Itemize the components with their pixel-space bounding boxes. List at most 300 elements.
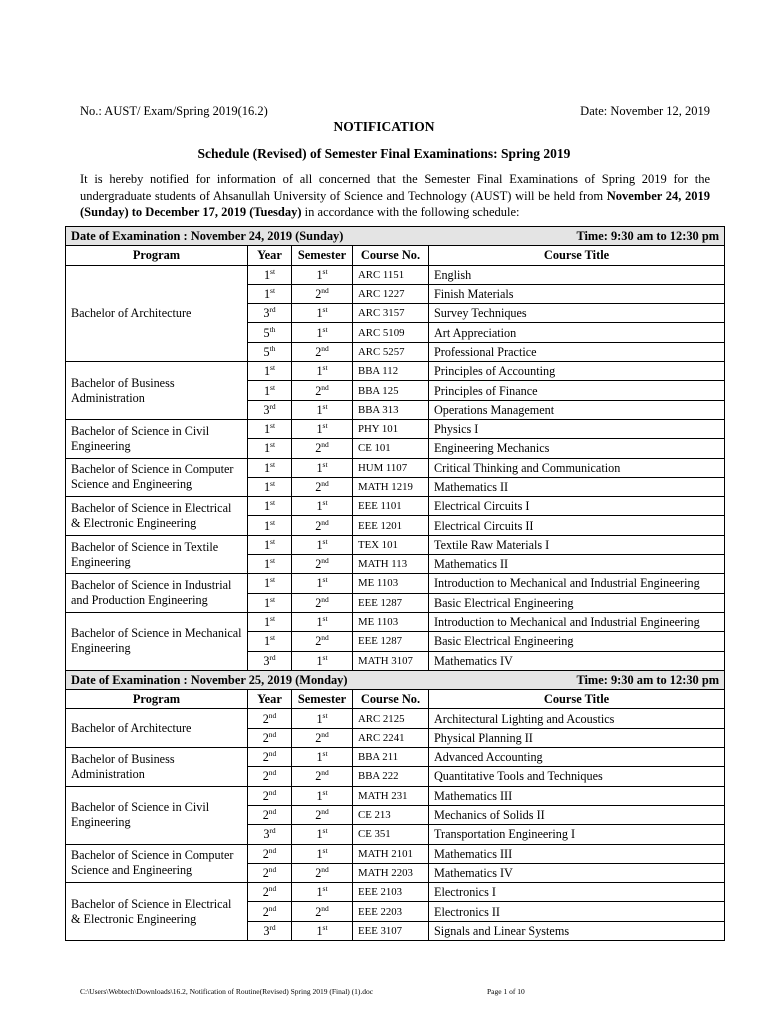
semester-cell-value: 1: [316, 402, 323, 417]
program-name: Bachelor of Science in Civil Engineering: [66, 419, 248, 458]
course-no-cell: [353, 844, 429, 863]
course-no-cell-value: BBA 112: [358, 365, 399, 378]
semester-cell-value: 1: [316, 827, 323, 842]
col-semester-header: Semester: [292, 690, 353, 709]
semester-cell-suffix: nd: [321, 286, 329, 296]
course-title-cell: [429, 805, 725, 824]
year-cell: [248, 477, 292, 496]
course-no-cell-value: MATH 2203: [358, 866, 413, 879]
semester-cell-value: 1: [316, 750, 323, 765]
course-no-cell-value: CE 213: [358, 809, 391, 822]
semester-cell-suffix: nd: [321, 479, 329, 488]
year-cell: [248, 516, 292, 535]
course-title-cell: [429, 767, 725, 786]
course-no-cell: [353, 883, 429, 902]
semester-cell: [292, 362, 353, 381]
course-no-cell: [353, 265, 429, 284]
semester-cell-suffix: nd: [321, 768, 329, 778]
course-no-cell: [353, 477, 429, 496]
semester-cell-suffix: st: [322, 324, 328, 334]
year-cell-suffix: st: [270, 421, 276, 431]
col-program-header: Program: [66, 246, 248, 265]
semester-cell-suffix: st: [322, 459, 328, 469]
course-no-cell: [353, 323, 429, 342]
course-no-cell-value: EEE 2203: [358, 905, 403, 918]
course-no-cell-value: ARC 5109: [358, 326, 405, 339]
course-title-cell-value: Mathematics II: [434, 557, 509, 572]
course-no-cell-value: BBA 222: [358, 770, 399, 783]
course-title-cell-value: Survey Techniques: [434, 306, 527, 321]
semester-cell: [292, 844, 353, 863]
program-name: Bachelor of Science in Textile Engineering: [66, 535, 248, 574]
course-no-cell-value: EEE 1287: [358, 596, 403, 609]
course-no-cell-value: BBA 125: [358, 384, 399, 397]
course-title-cell-value: Mathematics II: [434, 480, 509, 494]
reference-number: No.: AUST/ Exam/Spring 2019(16.2): [80, 104, 268, 118]
semester-cell-value: 2: [315, 518, 322, 533]
year-cell-value: 1: [263, 518, 271, 533]
course-title-cell: [429, 381, 725, 400]
year-cell: [248, 921, 292, 940]
table-row: [66, 748, 725, 767]
semester-cell-suffix: st: [322, 884, 328, 894]
semester-cell-suffix: nd: [321, 903, 329, 913]
course-title-cell: [429, 323, 725, 342]
year-cell-suffix: st: [270, 498, 276, 508]
semester-cell-suffix: nd: [321, 594, 329, 604]
semester-cell-value: 2: [315, 904, 322, 919]
semester-cell-suffix: nd: [321, 382, 329, 392]
year-cell: [248, 883, 292, 902]
course-title-cell-value: Operations Management: [434, 402, 555, 417]
program-name: Bachelor of Science in Electrical & Electronic Engineering: [66, 883, 248, 941]
year-cell-suffix: st: [270, 382, 276, 392]
year-cell-suffix: nd: [268, 768, 277, 778]
program-name: Bachelor of Business Administration: [66, 362, 248, 420]
exam-date-cell: [66, 227, 725, 246]
semester-cell: [292, 632, 353, 651]
semester-cell-suffix: st: [322, 536, 328, 546]
course-title-cell-value: Mechanics of Solids II: [434, 808, 545, 823]
program-name: Bachelor of Science in Mechanical Engineering: [66, 612, 248, 670]
year-cell-suffix: rd: [269, 401, 276, 411]
year-cell-value: 1: [263, 576, 271, 591]
semester-cell-value: 1: [316, 846, 323, 861]
course-no-cell: [353, 728, 429, 747]
semester-cell: [292, 805, 353, 824]
course-title-cell-value: Professional Practice: [434, 344, 537, 359]
year-cell-suffix: st: [270, 614, 276, 624]
course-no-cell: [353, 748, 429, 767]
course-title-cell: [429, 844, 725, 863]
semester-cell-value: 1: [316, 576, 323, 591]
year-cell: [248, 709, 292, 728]
course-no-cell-value: EEE 2103: [358, 886, 403, 899]
table-row: [66, 612, 725, 631]
year-cell-suffix: st: [270, 286, 276, 296]
semester-cell-suffix: st: [322, 652, 328, 662]
semester-cell-value: 2: [315, 480, 322, 494]
course-title-cell: [429, 786, 725, 805]
year-cell-value: 3: [263, 827, 270, 842]
course-title-cell: [429, 477, 725, 496]
year-cell: [248, 323, 292, 342]
semester-cell-suffix: nd: [321, 343, 329, 353]
course-no-cell-value: ARC 1227: [358, 288, 405, 301]
year-cell-suffix: st: [270, 575, 276, 585]
course-title-cell-value: Mathematics III: [434, 846, 513, 861]
semester-cell-suffix: st: [322, 305, 328, 315]
course-title-cell: [429, 439, 725, 458]
year-cell-suffix: nd: [268, 710, 277, 720]
program-name: Bachelor of Science in Industrial and Production Engineering: [66, 574, 248, 613]
semester-cell-suffix: st: [322, 498, 328, 508]
course-title-cell: [429, 632, 725, 651]
course-no-cell-value: BBA 211: [358, 751, 399, 764]
col-year-header: Year: [248, 690, 292, 709]
course-no-cell: [353, 632, 429, 651]
exam-time-label: Time: 9:30 am to 12:30 pm: [576, 672, 720, 687]
course-no-cell: [353, 593, 429, 612]
course-no-cell-value: BBA 313: [358, 403, 399, 416]
column-header-row: [66, 690, 725, 709]
year-cell-suffix: st: [270, 556, 276, 566]
semester-cell: [292, 516, 353, 535]
exam-date-row: [66, 227, 725, 246]
year-cell: [248, 902, 292, 921]
course-title-cell: [429, 555, 725, 574]
course-no-cell-value: EEE 1201: [358, 519, 403, 532]
semester-cell-value: 2: [315, 344, 322, 359]
course-title-cell: [429, 535, 725, 554]
course-no-cell: [353, 400, 429, 419]
year-cell-suffix: st: [270, 266, 276, 276]
course-title-cell-value: Basic Electrical Engineering: [434, 634, 574, 649]
semester-cell: [292, 555, 353, 574]
year-cell: [248, 632, 292, 651]
course-title-cell-value: Physical Planning II: [434, 730, 533, 745]
semester-cell: [292, 419, 353, 438]
year-cell-value: 2: [262, 711, 269, 726]
year-cell: [248, 284, 292, 303]
table-row: [66, 883, 725, 902]
year-cell-value: 1: [263, 287, 271, 302]
course-no-cell-value: MATH 231: [358, 789, 408, 802]
year-cell: [248, 439, 292, 458]
course-title-cell-value: Introduction to Mechanical and Industrial Engineering: [434, 615, 700, 630]
intro-text-end: in accordance with the following schedule:: [301, 205, 520, 219]
semester-cell-value: 2: [315, 769, 322, 784]
course-no-cell-value: CE 101: [358, 442, 391, 455]
year-cell: [248, 304, 292, 323]
course-title-cell-value: Principles of Finance: [434, 383, 538, 398]
year-cell-suffix: rd: [269, 922, 276, 932]
semester-cell: [292, 921, 353, 940]
course-title-cell: [429, 265, 725, 284]
semester-cell-suffix: nd: [321, 556, 329, 566]
year-cell-value: 5: [263, 325, 270, 340]
exam-date-label: Date of Examination : November 24, 2019 (Sunday): [71, 229, 344, 244]
year-cell-value: 1: [263, 441, 271, 456]
semester-cell-value: 2: [315, 808, 322, 823]
header-meta-row: [80, 103, 710, 119]
course-title-cell: [429, 516, 725, 535]
notification-heading: NOTIFICATION: [333, 119, 435, 134]
semester-cell-suffix: st: [322, 614, 328, 624]
exam-schedule-table: [65, 226, 725, 941]
year-cell: [248, 593, 292, 612]
year-cell: [248, 612, 292, 631]
course-no-cell: [353, 767, 429, 786]
year-cell-value: 1: [263, 267, 271, 282]
year-cell: [248, 651, 292, 670]
year-cell: [248, 342, 292, 361]
semester-cell-value: 1: [316, 499, 323, 514]
col-semester-header: Semester: [292, 246, 353, 265]
course-title-cell: [429, 902, 725, 921]
year-cell-suffix: nd: [268, 787, 277, 797]
year-cell-suffix: st: [270, 633, 276, 643]
intro-date-range: November 24, 2019 (Sunday) to December 17, 2019 (Tuesday): [80, 188, 710, 219]
course-no-cell: [353, 651, 429, 670]
semester-cell-suffix: st: [322, 749, 328, 759]
semester-cell-value: 1: [316, 885, 323, 900]
year-cell: [248, 825, 292, 844]
course-title-cell-value: Introduction to Mechanical and Industrial Engineering: [434, 576, 700, 591]
course-no-cell: [353, 555, 429, 574]
year-cell: [248, 381, 292, 400]
course-title-cell: [429, 419, 725, 438]
semester-cell-suffix: st: [322, 266, 328, 276]
year-cell-suffix: nd: [268, 807, 277, 817]
semester-cell: [292, 825, 353, 844]
year-cell-value: 3: [263, 653, 270, 668]
semester-cell: [292, 612, 353, 631]
semester-cell: [292, 767, 353, 786]
semester-cell-value: 2: [315, 865, 322, 880]
semester-cell: [292, 381, 353, 400]
semester-cell: [292, 574, 353, 593]
table-row: [66, 844, 725, 863]
course-no-cell-value: EEE 1287: [358, 635, 403, 648]
year-cell: [248, 844, 292, 863]
semester-cell-suffix: st: [322, 401, 328, 411]
year-cell-value: 1: [263, 499, 271, 514]
semester-cell: [292, 728, 353, 747]
course-no-cell: [353, 516, 429, 535]
year-cell-value: 1: [263, 480, 271, 494]
course-no-cell: [353, 786, 429, 805]
course-title-cell-value: Quantitative Tools and Techniques: [434, 769, 603, 784]
course-no-cell-value: ARC 1151: [358, 268, 405, 281]
year-cell-value: 2: [262, 750, 269, 765]
year-cell: [248, 535, 292, 554]
year-cell: [248, 574, 292, 593]
semester-cell-suffix: st: [322, 845, 328, 855]
course-no-cell-value: ARC 2241: [358, 731, 405, 744]
semester-cell-value: 1: [316, 537, 323, 552]
year-cell-value: 2: [262, 904, 269, 919]
exam-date-cell: [66, 670, 725, 689]
col-program-header: Program: [66, 690, 248, 709]
exam-date-row: [66, 670, 725, 689]
col-year-header: Year: [248, 246, 292, 265]
semester-cell-value: 2: [315, 383, 322, 398]
semester-cell: [292, 593, 353, 612]
course-title-cell: [429, 497, 725, 516]
program-name: Bachelor of Business Administration: [66, 748, 248, 787]
course-title-cell: [429, 362, 725, 381]
intro-paragraph: [80, 171, 710, 221]
course-title-cell-value: Signals and Linear Systems: [434, 923, 570, 938]
table-row: [66, 362, 725, 381]
semester-cell-value: 2: [315, 557, 322, 572]
year-cell-value: 3: [263, 402, 270, 417]
year-cell-value: 1: [263, 383, 271, 398]
course-title-cell-value: Engineering Mechanics: [434, 441, 550, 456]
program-name: Bachelor of Science in Computer Science and Engineering: [66, 458, 248, 497]
program-name: Bachelor of Science in Civil Engineering: [66, 786, 248, 844]
course-title-cell-value: Mathematics IV: [434, 865, 513, 880]
year-cell: [248, 786, 292, 805]
course-no-cell-value: ARC 2125: [358, 712, 405, 725]
notice-date: Date: November 12, 2019: [580, 104, 710, 118]
year-cell-suffix: st: [270, 536, 276, 546]
year-cell-value: 1: [263, 615, 271, 630]
year-cell-value: 5: [263, 344, 270, 359]
year-cell-suffix: nd: [268, 749, 277, 759]
year-cell-suffix: nd: [268, 729, 277, 739]
course-title-cell-value: English: [434, 267, 472, 282]
course-no-cell-value: MATH 113: [358, 558, 408, 571]
semester-cell-value: 1: [316, 306, 323, 321]
semester-cell: [292, 323, 353, 342]
year-cell-suffix: nd: [268, 884, 277, 894]
year-cell-value: 3: [263, 306, 270, 321]
col-course-title-header: Course Title: [429, 690, 725, 709]
semester-cell-suffix: st: [322, 421, 328, 431]
semester-cell: [292, 497, 353, 516]
year-cell: [248, 863, 292, 882]
year-cell-value: 1: [263, 422, 271, 437]
semester-cell-suffix: nd: [321, 807, 329, 817]
table-row: [66, 458, 725, 477]
semester-cell-suffix: st: [322, 575, 328, 585]
course-no-cell-value: ME 1103: [358, 577, 399, 590]
year-cell: [248, 555, 292, 574]
year-cell-suffix: rd: [269, 826, 276, 836]
semester-cell: [292, 342, 353, 361]
semester-cell: [292, 439, 353, 458]
semester-cell-value: 1: [316, 267, 323, 282]
course-no-cell: [353, 574, 429, 593]
semester-cell: [292, 709, 353, 728]
course-title-cell: [429, 748, 725, 767]
course-title-cell: [429, 593, 725, 612]
course-no-cell: [353, 381, 429, 400]
semester-cell-value: 1: [316, 460, 323, 475]
year-cell-value: 2: [262, 846, 269, 861]
semester-cell-suffix: st: [322, 826, 328, 836]
year-cell: [248, 419, 292, 438]
year-cell-value: 2: [262, 788, 269, 803]
course-title-cell-value: Principles of Accounting: [434, 364, 556, 379]
semester-cell-value: 1: [316, 364, 323, 379]
semester-cell: [292, 651, 353, 670]
course-title-cell: [429, 612, 725, 631]
exam-date-label: Date of Examination : November 25, 2019 (Monday): [71, 672, 348, 687]
course-title-cell: [429, 709, 725, 728]
semester-cell-suffix: st: [322, 787, 328, 797]
schedule-subtitle: Schedule (Revised) of Semester Final Examinations: Spring 2019: [197, 146, 571, 161]
semester-cell-value: 1: [316, 711, 323, 726]
semester-cell-suffix: nd: [321, 729, 329, 739]
course-title-cell: [429, 863, 725, 882]
semester-cell: [292, 883, 353, 902]
col-course-no-header: Course No.: [353, 690, 429, 709]
semester-cell-value: 1: [316, 615, 323, 630]
semester-cell: [292, 265, 353, 284]
year-cell-value: 1: [263, 460, 271, 475]
year-cell-suffix: nd: [268, 864, 277, 874]
program-name: Bachelor of Architecture: [66, 709, 248, 748]
course-title-cell: [429, 921, 725, 940]
semester-cell-value: 2: [315, 595, 322, 610]
year-cell: [248, 362, 292, 381]
course-title-cell-value: Basic Electrical Engineering: [434, 595, 574, 610]
semester-cell: [292, 748, 353, 767]
table-row: [66, 265, 725, 284]
course-no-cell: [353, 458, 429, 477]
exam-schedule-body: [66, 227, 725, 941]
year-cell: [248, 728, 292, 747]
course-no-cell: [353, 902, 429, 921]
course-no-cell-value: EEE 3107: [358, 924, 403, 937]
course-no-cell: [353, 304, 429, 323]
year-cell: [248, 265, 292, 284]
year-cell-suffix: th: [269, 324, 276, 334]
footer-page-number: Page 1 of 10: [487, 987, 525, 996]
year-cell-value: 2: [262, 730, 269, 745]
col-course-no-header: Course No.: [353, 246, 429, 265]
semester-cell-value: 1: [316, 923, 323, 938]
footer-file-path: C:\Users\Webtech\Downloads\16.2, Notification of Routine(Revised) Spring 2019 (Final) (1).doc: [80, 987, 374, 996]
semester-cell-value: 2: [315, 287, 322, 302]
course-no-cell: [353, 535, 429, 554]
column-header-row: [66, 246, 725, 265]
year-cell-value: 1: [263, 595, 271, 610]
year-cell-value: 1: [263, 634, 271, 649]
course-no-cell: [353, 342, 429, 361]
year-cell: [248, 497, 292, 516]
semester-cell-suffix: nd: [321, 633, 329, 643]
semester-cell: [292, 458, 353, 477]
course-no-cell-value: HUM 1107: [358, 461, 408, 474]
table-row: [66, 786, 725, 805]
year-cell-value: 2: [262, 865, 269, 880]
course-no-cell-value: MATH 2101: [358, 847, 413, 860]
course-no-cell: [353, 284, 429, 303]
year-cell: [248, 805, 292, 824]
course-no-cell-value: ARC 5257: [358, 345, 405, 358]
year-cell-value: 1: [263, 557, 271, 572]
course-title-cell-value: Transportation Engineering I: [434, 827, 576, 842]
course-no-cell: [353, 497, 429, 516]
year-cell: [248, 748, 292, 767]
year-cell-suffix: st: [270, 440, 276, 450]
course-no-cell: [353, 863, 429, 882]
course-no-cell: [353, 439, 429, 458]
